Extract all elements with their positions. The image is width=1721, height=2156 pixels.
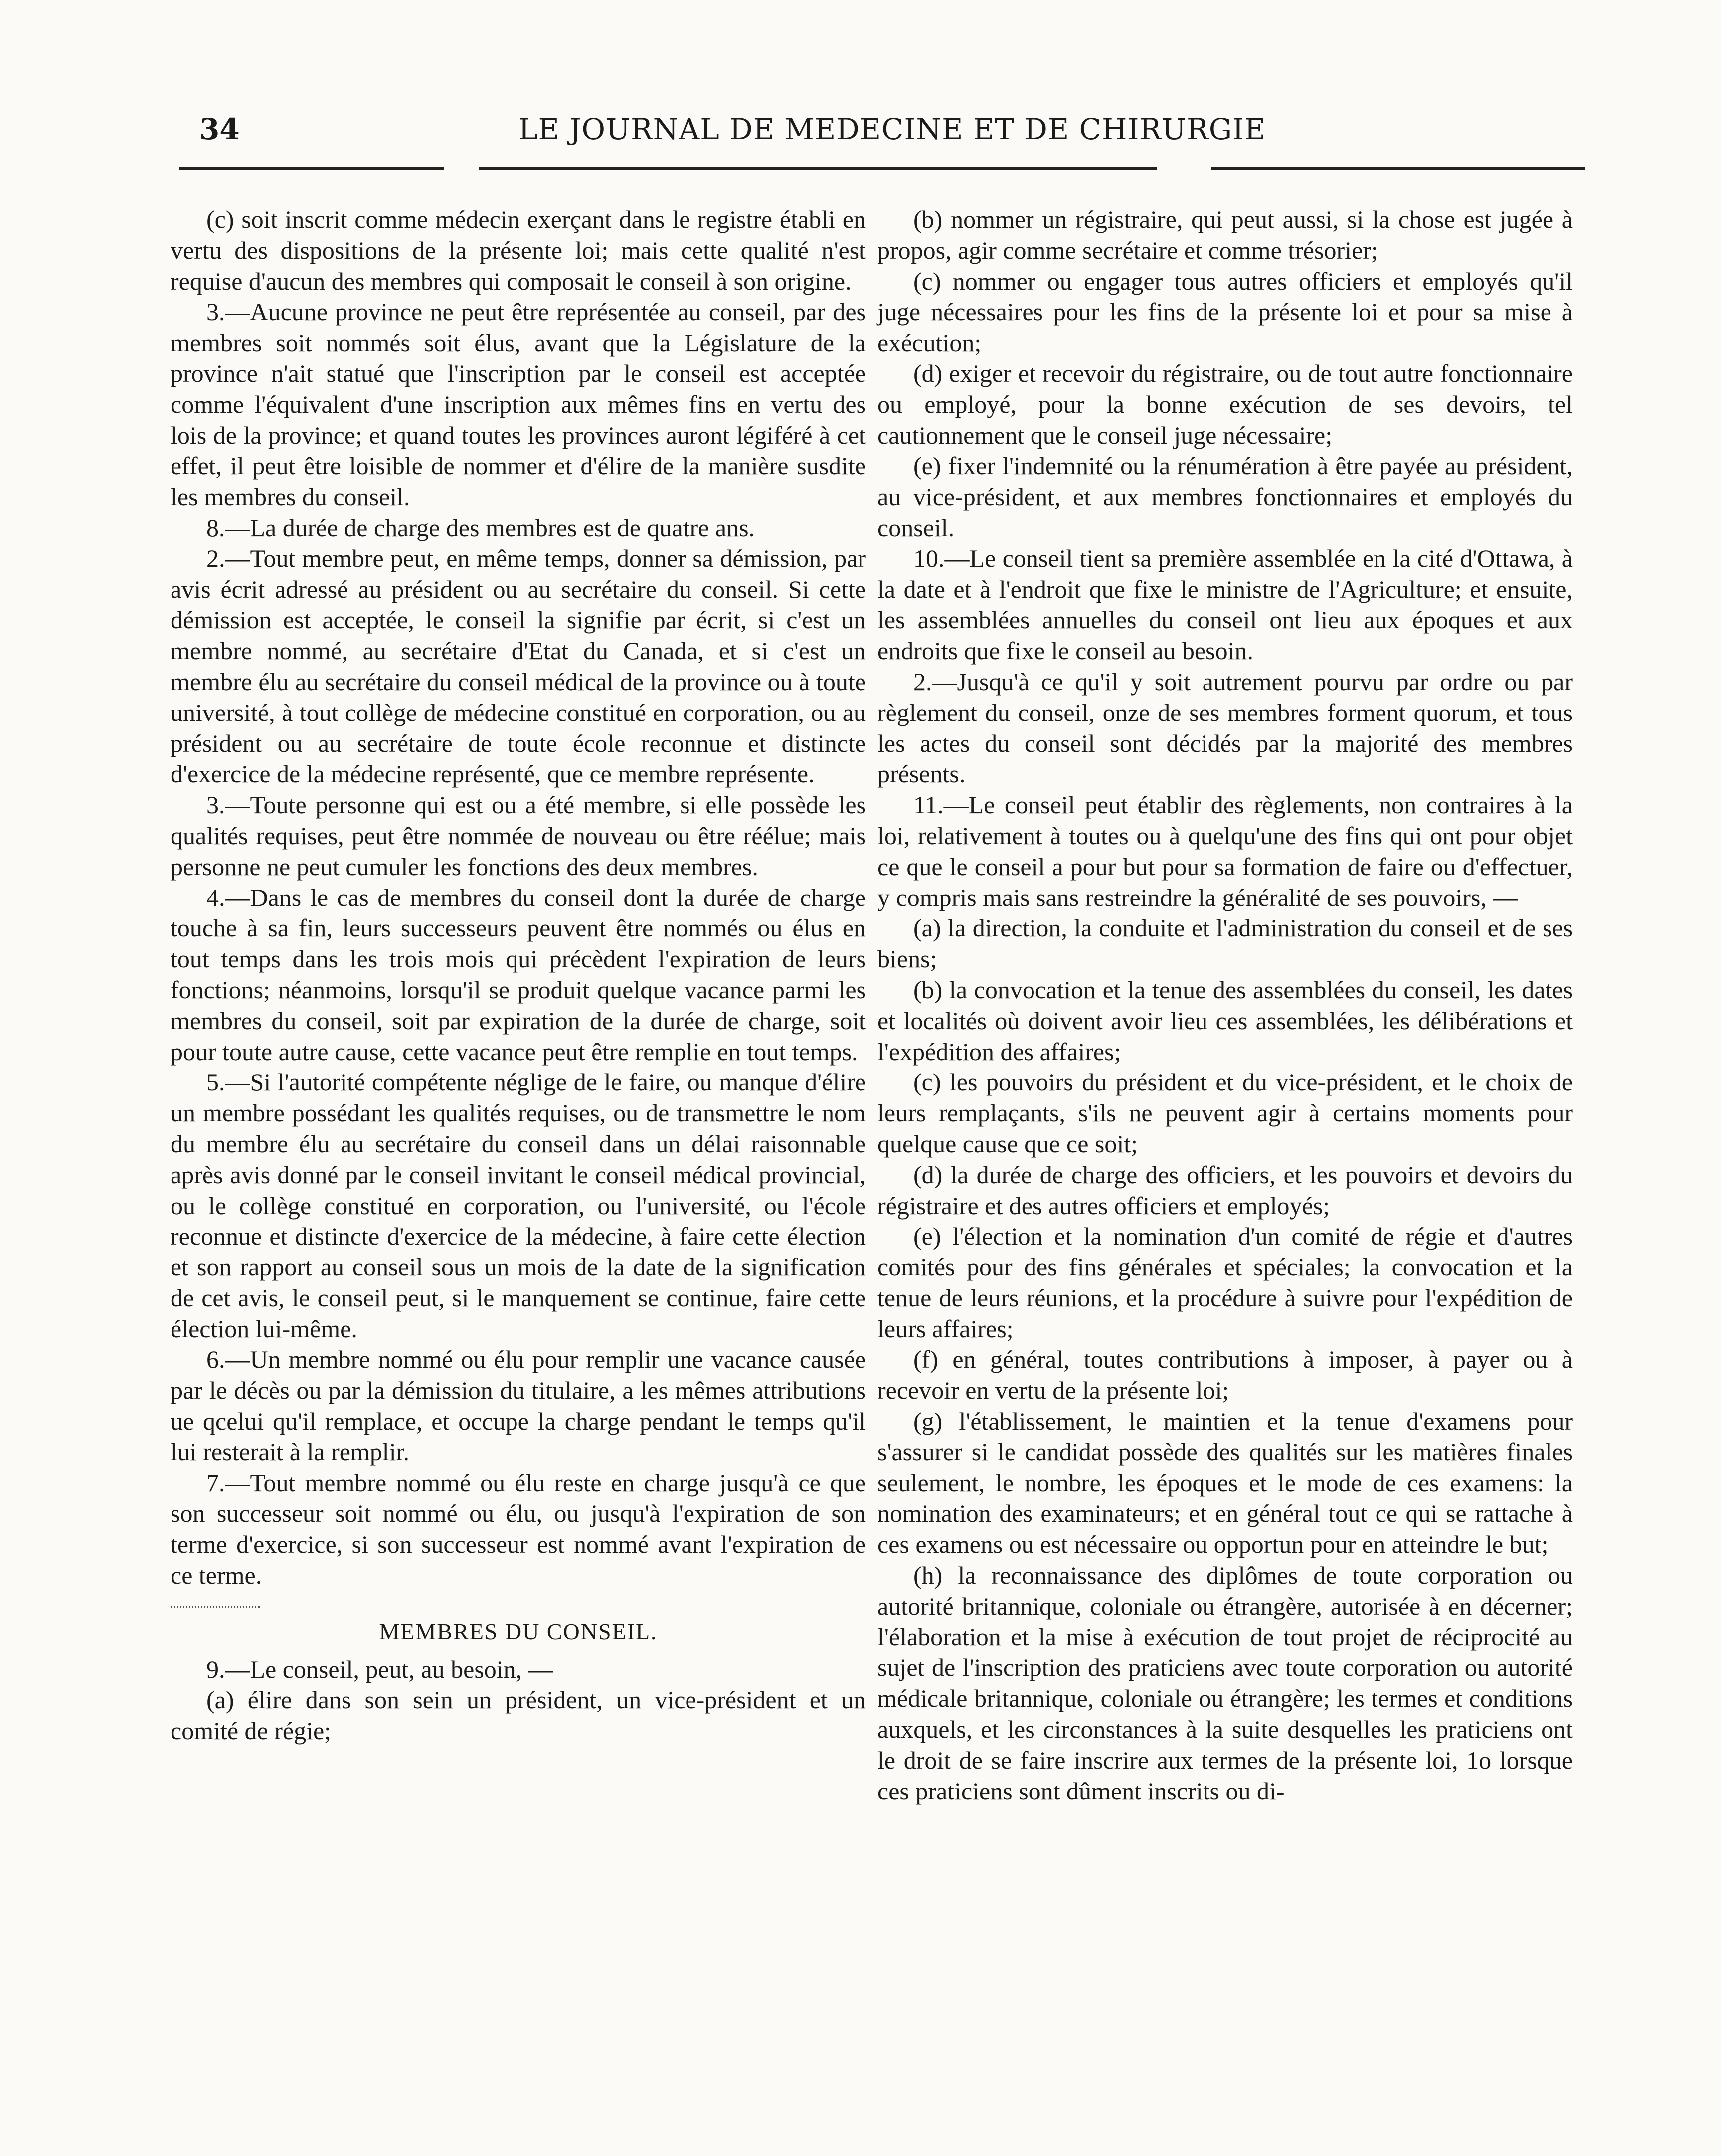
right-column — [877, 204, 1573, 1806]
paragraph: (b) la convocation et la tenue des assemblées du conseil, les dates et localités où doivent avoir lieu ces assemblées, les délibérations et l'expédition des affaires; — [877, 975, 1573, 1066]
paragraph: (f) en général, toutes contributions à imposer, à payer ou à recevoir en vertu de la présente loi; — [877, 1345, 1573, 1405]
paragraph: (a) élire dans son sein un président, un vice-président et un comité de régie; — [171, 1686, 866, 1745]
paragraph: 7.—Tout membre nommé ou élu reste en charge jusqu'à ce que son successeur soit nommé ou élu, ou jusqu'à l'expiration de son terme d'exercice, si son successeur est nommé avant l'expiration de ce terme. — [171, 1468, 866, 1590]
paragraph: (h) la reconnaissance des diplômes de toute corporation ou autorité britannique, coloniale ou étrangère, autorisée à en décerner; l'élaboration et la mise à exécution de tout projet de réciprocité au sujet de l'inscription des praticiens avec toute corporation ou autorité médicale britannique, coloniale ou étrangère; les termes et conditions auxquels, et les circonstances à la suite desquelles les praticiens ont le droit de se faire inscrire aux termes de la présente loi, 1o lorsque ces praticiens sont dûment inscrits ou di- — [877, 1561, 1573, 1805]
page-number: 34 — [199, 112, 240, 146]
paragraph: 5.—Si l'autorité compétente néglige de le faire, ou manque d'élire un membre possédant les qualités requises, ou de transmettre le nom du membre élu au secrétaire du conseil dans un délai raisonnable après avis donné par le conseil invitant le conseil médical provincial, ou le collège constitué en corporation, ou l'université, ou l'école reconnue et distincte d'exercice de la médecine, à faire cette élection et son rapport au conseil sous un mois de la date de la signification de cet avis, le conseil peut, si le manquement se continue, faire cette élection lui-même. — [171, 1068, 866, 1343]
paragraph: (c) nommer ou engager tous autres officiers et employés qu'il juge nécessaires pour les fins de la présente loi et pour sa mise à exécution; — [877, 267, 1573, 357]
paragraph: (d) exiger et recevoir du régistraire, ou de tout autre fonctionnaire ou employé, pour la bonne exécution de ses devoirs, tel cautionnement que le conseil juge nécessaire; — [877, 359, 1573, 449]
paragraph: (e) l'élection et la nomination d'un comité de régie et d'autres comités pour des fins générales et spéciales; la convocation et la tenue de leurs réunions, et la procédure à suivre pour l'expédition de leurs affaires; — [877, 1222, 1573, 1343]
paragraph: 3.—Aucune province ne peut être représentée au conseil, par des membres soit nommés soit élus, avant que la Législature de la province n'ait statué que l'inscription par le conseil est acceptée comme l'équivalent d'une inscription aux mêmes fins en vertu des lois de la province; et quand toutes les provinces auront légiféré à cet effet, il peut être loisible de nommer et d'élire de la manière susdite les membres du conseil. — [171, 298, 866, 511]
paragraph: (c) soit inscrit comme médecin exerçant dans le registre établi en vertu des dispositions de la présente loi; mais cette qualité n'est requise d'aucun des membres qui composait le conseil à son origine. — [171, 205, 866, 295]
paragraph: 9.—Le conseil, peut, au besoin, — — [206, 1655, 553, 1683]
paragraph: (b) nommer un régistraire, qui peut aussi, si la chose est jugée à propos, agir comme secrétaire et comme trésorier; — [877, 205, 1573, 264]
paragraph: 8.—La durée de charge des membres est de quatre ans. — [206, 513, 755, 541]
journal-title: LE JOURNAL DE MEDECINE ET DE CHIRURGIE — [518, 112, 1266, 146]
header-rule-center — [479, 167, 1157, 170]
section-heading: MEMBRES DU CONSEIL. — [379, 1618, 658, 1644]
left-column — [171, 204, 866, 1747]
paragraph: 2.—Tout membre peut, en même temps, donner sa démission, par avis écrit adressé au président ou au secrétaire du conseil. Si cette démission est acceptée, le conseil la signifie par écrit, si c'est un membre nommé, au secrétaire d'Etat du Canada, et si c'est un membre élu au secrétaire du conseil médical de la province ou à toute université, à tout collège de médecine constitué en corporation, ou au président ou au secrétaire de toute école reconnue et distincte d'exercice de la médecine représenté, que ce membre représente. — [171, 544, 866, 788]
paragraph: 10.—Le conseil tient sa première assemblée en la cité d'Ottawa, à la date et à l'endroit que fixe le ministre de l'Agriculture; et ensuite, les assemblées annuelles du conseil ont lieu aux époques et aux endroits que fixe le conseil au besoin. — [877, 544, 1573, 665]
paragraph: (d) la durée de charge des officiers, et les pouvoirs et devoirs du régistraire et des autres officiers et employés; — [877, 1160, 1573, 1220]
header-rule-left — [179, 167, 444, 170]
paragraph: 11.—Le conseil peut établir des règlements, non contraires à la loi, relativement à toutes ou à quelqu'une des fins qui ont pour objet ce que le conseil a pour but pour sa formation de faire ou d'effectuer, y compris mais sans restreindre la généralité de ses pouvoirs, — — [877, 791, 1573, 911]
paragraph: (e) fixer l'indemnité ou la rénumération à être payée au président, au vice-président, et aux membres fonctionnaires et employés du conseil. — [877, 452, 1573, 541]
paragraph: (g) l'établissement, le maintien et la tenue d'examens pour s'assurer si le candidat possède des qualités sur les matières finales seulement, le nombre, les époques et le mode de ces examens: la nomination des examinateurs; et en général tout ce qui se rattache à ces examens ou est nécessaire ou opportun pour en atteindre le but; — [877, 1407, 1573, 1559]
paragraph: 4.—Dans le cas de membres du conseil dont la durée de charge touche à sa fin, leurs successeurs peuvent être nommés ou élus en tout temps dans les trois mois qui précèdent l'expiration de leurs fonctions; néanmoins, lorsqu'il se produit quelque vacance parmi les membres du conseil, soit par expiration de la durée de charge, soit pour toute autre cause, cette vacance peut être remplie en tout temps. — [171, 883, 866, 1066]
paragraph: 2.—Jusqu'à ce qu'il y soit autrement pourvu par ordre ou par règlement du conseil, onze de ses membres forment quorum, et tous les actes du conseil sont décidés par la majorité des membres présents. — [877, 667, 1573, 788]
paragraph: 6.—Un membre nommé ou élu pour remplir une vacance causée par le décès ou par la démission du titulaire, a les mêmes attributions ue qcelui qu'il remplace, et occupe la charge pendant le temps qu'il lui resterait à la remplir. — [171, 1345, 866, 1466]
ink-smudge — [171, 1591, 260, 1608]
paragraph: (a) la direction, la conduite et l'administration du conseil et de ses biens; — [877, 914, 1573, 973]
page-header — [179, 95, 1585, 160]
paragraph: (c) les pouvoirs du président et du vice-président, et le choix de leurs remplaçants, s'ils ne peuvent agir à certains moments pour quelque cause que ce soit; — [877, 1068, 1573, 1158]
header-rule-right — [1211, 167, 1585, 170]
paragraph: 3.—Toute personne qui est ou a été membre, si elle possède les qualités requises, peut être nommée de nouveau ou être réélue; mais personne ne peut cumuler les fonctions des deux membres. — [171, 791, 866, 881]
